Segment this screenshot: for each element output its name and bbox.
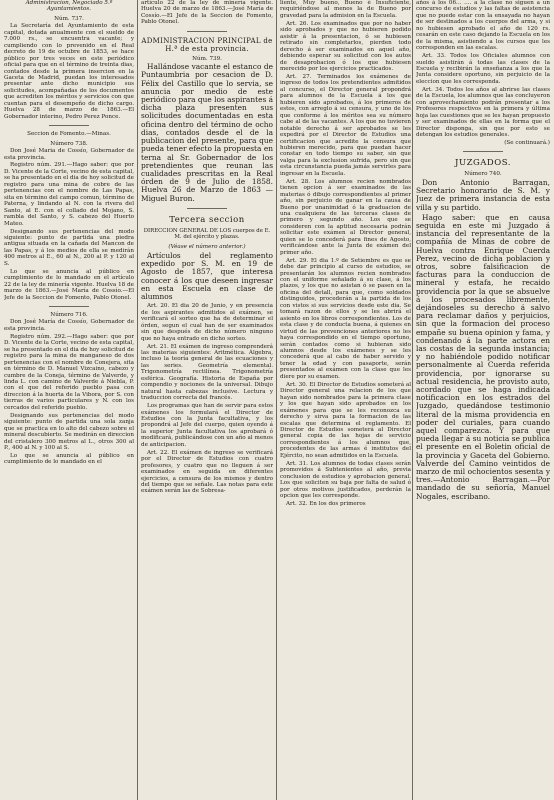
article-paragraph: Art. 32. En los dos primeros <box>286 500 366 507</box>
divider <box>49 125 89 126</box>
divider <box>187 31 227 32</box>
notice-paragraph: Designando sus pertenencias del modo siguiente: punto de partida una piedra antigua situada en la cañada del Mancon de las Papas, y á los medios de ella se medirán 400 metros al E., 60 al N., 200 al P. y 120 al S. <box>4 228 134 267</box>
article-paragraph: liente, Muy bueno, Bueno é Insuficiente, requiriéndose al menos la de Bueno por gravedad para la admision en la Escuela. <box>280 0 411 19</box>
divider <box>49 306 89 307</box>
notice-paragraph: artículo 22 de la ley de minería vigente. Huelva 20 de marzo de 1863.—José María de Cossío.—El Jefe de la Seccion de Fomento, Pablo Otonel. <box>141 0 273 26</box>
divider <box>187 208 227 209</box>
article-paragraph: Art. 28. Los alumnos recien nombrados tienen opcion á ser examinados de las materias ó dibujo correspondientes al primer año, sin perjuicio de ganar en la causa de Bueno por unanimidad ó la graduacion de una cualquiera de las terceras clases de primero y segundo año. Los que se consideren con la aptitud necesaria podrán solicitar este exámen al Director general, quien se lo concederá para fines de Agosto, verificándose ante la Junta de exámen del primer año. <box>280 178 411 256</box>
column-rule <box>412 0 413 800</box>
notice-number: Número 738. <box>50 140 88 147</box>
column-rule <box>276 0 277 800</box>
continued-note: (Véase el número anterior.) <box>168 243 246 250</box>
notice-paragraph: Lo que se anuncia al público en cumplimiento de lo mandado en el artículo 22 de la ley de minería vigente. Huelva 18 de marzo de 1863.—José María de Cossío.—El Jefe de la Seccion de Fomento, Pablo Otonel. <box>4 268 134 301</box>
notice-paragraph: Los programas que han de servir para estos exámenes los formulará el Director de Estudios con la Junta facultativa, y los propondrá al Jefe del cuerpo, quien oyendo á la superior Junta facultativa los aprobará ó modificará, publicándose con un año al menos de anticipacion. <box>141 403 273 448</box>
notice-paragraph: Registro núm. 292.—Hago saber: que por D. Vicente de la Corte, vecino de esta capital, se ha presentado en el dia de hoy solicitud de registro para la mina de manganeso de dos pertenencias con el nombre de Conejera, sita en término de D. Manuel Vizcaino, cabezo y cumbre de la Coneja, término de Valverde, y linda L. con camino de Valverde á Niebla, P. con el que del referido pueblo pasa con direccion á la huerta de la Vibora, por S. con tierras de varios particulares y N. con los cercados del referido pueblo. <box>4 333 134 411</box>
notice-number: Núm. 739. <box>192 55 222 62</box>
article-paragraph: Art. 22. El exámen de ingreso se verificará por el Director de Estudios con cuatro profesores, y cuatro que no lleguen á ser examinados en seguida en diferentes ejercicios, a censura de los mismos y dentro del tiempo que se señale. Las notas para este exámen serán las de Sobresa- <box>141 449 273 495</box>
column-2 <box>141 0 273 800</box>
notice-paragraph: Don José María de Cossío, Gobernador de esta provincia. <box>4 319 134 332</box>
article-paragraph: Art. 34. Todos los años al abrirse las clases de la Escuela, los alumnos que las concluyeron con aprovechamiento podrán presentar a los Profesores respectivos en la primera y última hoja las cuestiones que se les hayan propuesto y ser examinados de ellas en la forma que el Director disponga, sin que por esto se detengan los estudios generales. <box>416 86 550 139</box>
article-paragraph: Art. 33. Todos los Oficiales alumnos con sueldo asistirán á todas las clases de la Escuela y recibirán la enseñanza a los que la Junta considere oportuno, sin perjuicio de la eleccion que les corresponda. <box>416 53 550 85</box>
continued-note: (Se continuará.) <box>504 140 550 147</box>
section-title: ADMINISTRACION PRINCIPAL de H.ª de esta provincia. <box>141 36 273 53</box>
notice-paragraph: Don José Maria de Cossío, Gobernador de esta provincia. <box>4 148 134 161</box>
column-4 <box>416 0 550 800</box>
notice-paragraph: Lo que se anuncia al público en cumplimiento de lo mandado en el <box>4 453 134 466</box>
notice-paragraph: Don Antonio Barragan, Secretario honorario de S. M. y Juez de primera instancia de esta villa y su partido. <box>416 177 550 212</box>
notice-paragraph: Hago saber: que en causa seguida en este mi Juzgado á instancia del representante de la compañía de Minas de cobre de Huelva contra Enrique Cuerda Perez, vecino de dicha poblacion y otros, sobre falsificacion de facturas para la conduccion de mineral y estafa, he recaido providencia por la que se absuelve á los procesados libremente, dejándoseles su derecho á salvo para reclamar daños y perjuicios, sin que la formacion del proceso empañe su buena opinion y fama, y condenando á la parte actora en las costas de la segunda instancia; y no habiéndole podido notificar personalmente al Cuerda referida providencia, por ignorarse su actual residencia, he provisto auto, acordado que se haga indicada notificacion en los estrados del Juzgado, quedándose testimonio literal de la misma providencia en poder del curiales, para cuando aquel comparezca. Y para que pueda llegar á su noticia se publica el presente en el Boletin oficial de la provincia y Gaceta del Gobierno. Valverde del Camino veintidos de marzo de mil ochocientos sesenta y tres.—Antonio Barragan.—Por mandado de su señoría, Manuel Nogales, escribano. <box>416 212 550 501</box>
divider <box>463 151 503 152</box>
article-paragraph: Art. 29. El dia 1.º de Setiembre es que se debe dar principio al curso de estudios, se presentarán los alumnos recien nombrados con el uniforme señalado á su clase, á los plazos, y los que no asistan ó se pasen en la oficina del detall, para que, como soldados distinguidos, procederán a la partida de los con vistos si sus servicios desde este dia. Se tomará razon de ellos y se les abrirá el asiento en los libros correspondientes. Los de esta clase y de conducta buena, á quienes en virtud de las prevenciones anteriores no les haya correspondido en el tiempo oportuno, serán contados como si hubieran sido alumnos desde los exámenes y se les concederá que al cabo de haber servido y tener la edad y con pasaporte, serán presentados al exámen con la clase que les diere por su examen. <box>280 257 411 380</box>
article-paragraph: Art. 30. El Director de Estudios someterá al Director general una relacion de los que hayan sido nombrados para la primera clase y los que hayan sido aprobados en los exámenes para que se les reconozca su derecho y sirva para la formacion de las escalas que determina el reglamento. El Director de Estudios someterá al Director general copia de las hojas de servicio correspondientes á los alumnos que, procedentes de las armas é institutos del Ejército, no sean admitidos en la Escuela. <box>280 381 411 459</box>
notice-paragraph: Artículos del reglamento expedido por S. M. en 19 de Agosto de 1857, que interesa conocer á los que deseen ingresar en esta Escuela en clase de alumnos <box>141 251 273 302</box>
column-1 <box>4 0 134 800</box>
section-title: JUZGADOS. <box>455 158 511 169</box>
notice-number: Número 716. <box>50 311 88 318</box>
notice-number: Número 740. <box>464 171 502 178</box>
section-subtitle: DIRECCION GENERAL DE LOS cuerpos de E. M. del ejército y plazas. <box>143 227 271 241</box>
section-header: Administracion, Negociado 5.º Ayuntamientos. <box>25 0 113 13</box>
notice-number: Núm. 737. <box>54 15 84 22</box>
article-paragraph: Art. 20. El dia 20 de Junio, y en presencia de los aspirantes admitidos al exámen, se verificará el sorteo que ha de determinar el órden, segun el cual han de ser examinados sin que después de dicho número ninguno que no haya entrado en dicho sorteo. <box>141 303 273 342</box>
section-subheader: Seccion de Fomento.—Minas. <box>27 131 111 138</box>
article-paragraph: Art. 27. Terminados los exámenes de ingreso de todos los pretendientes admitidos al concurso, el Director general propondrá para alumnos de la Escuela á los que hubieren sido aprobados, á los primeros de estos, con arreglo á su censura, y uno de los que conforme á los méritos sea su número cabe al de las vacantes. A los que no tuvieren notable derecho á ser aprobados se les expedirá por el Director de Estudios una certificacion que acredite la censura que hubieren merecido, para que puedan hacer constar en todo tiempo su saber, sin que valga para la exclusion sufrida, pero sin que esta circunstancia pueda jamás servirles para ingresar en la Escuela. <box>280 73 411 177</box>
article-paragraph: Art. 26. Los examinados que por no haber sido aprobados y que no hubieren podido asistir á la presentacion, ó se hubiesen retirado sin completarlos, pierden todo derecho á ser examinados en aquel año, debiendo esperar su solicitud con los autos de desaprobacion ó los que hubiesen merecido por los ejercicios practicados. <box>280 20 411 73</box>
section-title: Tercera seccion <box>169 214 245 225</box>
column-3 <box>280 0 411 800</box>
notice-paragraph: Hallándose vacante el estanco de Puntaumbria por cesacion de D. Félix del Castillo que lo servia, se anuncia por medio de este periódico para que los aspirantes á dicha plaza presenten sus solicitudes documentadas en esta oficina dentro del término de ocho dias, contados desde el de la publicacion del presente, para que pueda tener efecto la propuesta en terna al Sr. Gobernador de los pretendientes que reunan las cualidades prescritas en la Real órden de 9 de Julio de 1858. Huelva 26 de Marzo de 1863 —Miguel Buron. <box>141 62 273 203</box>
notice-paragraph: Registro núm. 291.—Hago saber: que por D. Vicente de la Corte, vecino de esta capital, se ha presentado en el dia de hoy solicitud de registro para una mina de cobre de las pertenencias con el nombre de Las Papas, sita en término del campo comun, término de Paterna, y lindando al N. con la rivera del Santo, al E. con el collado del Mojano, S. rambla del Santo, y S. cabezo del Huerto Mateo. <box>4 162 134 227</box>
column-rule <box>137 0 138 800</box>
article-paragraph: Art. 31. Los alumnos de todas clases serán promovidos á Subtenientes al año, previa conclusion de estudios y aprobacion general. Los que soliciten su baja por falta de salud ó por otros motivos justificados, perderán la opcion que les corresponde. <box>280 460 411 499</box>
notice-paragraph: Designando sus pertenencias del modo siguiente: punto de partida una sola zanja que se practica en lo alto del cabezo sobre el mineral descubierto. Se medirán en direccion del cristalero 300 metros al L., otros 300 al P., 400 al N. y 100 al S. <box>4 412 134 452</box>
article-paragraph: años á los 06... .... a la clase no siguen a un concurso de estudios y las faltas de asistencia que no puede estar con la ensayada no hayan de ser destinados a los cuerpos del arma, y si no hubiesen aprobado el año de 120 rs. cesarán en este caso dejando la Escuela en los de la misma, asistiendo a los cursos que les corresponden en las escalas. <box>416 0 550 52</box>
notice-paragraph: La Secretaría del Ayuntamiento de esta capital, dotada anualmente con el sueldo de 7.000 rs., se encuentra vacante; y cumpliendo con lo prevenido en el Real decreto de 19 de octubre de 1853, se hace público por tres veces en este periódico oficial para que en el término de treinta dias, contados desde la primera insercion en la Gaceta de Madrid, puedan los interesados presentar ante dicho municipio sus solicitudes, acompañadas de los documentos que acrediten los méritos y servicios con que cuentan para el desempeño de dicho cargo. Huelva 28 de marzo de 1863.—El Gobernador interino, Pedro Perez Ponce. <box>4 23 134 120</box>
article-paragraph: Art. 21. El exámen de ingreso comprenderá las materias siguientes: Aritmética. Álgebra, incluso la teoría general de las ecuaciones y las series. Geometría elemental. Trigonometría rectilínea. Trigonometría esférica. Geografía. Historia de España por compendio y nociones de la universal. Dibujo natural hasta cabezas inclusive. Lectura y traduccion correcta del francés. <box>141 343 273 402</box>
